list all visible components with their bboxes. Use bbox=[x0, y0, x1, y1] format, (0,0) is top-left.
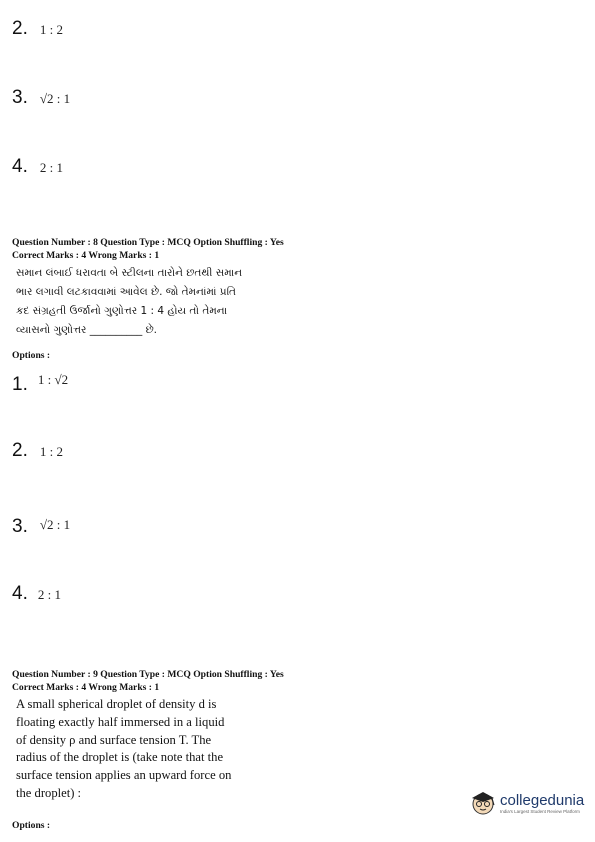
prev-option-3[interactable] bbox=[12, 87, 70, 109]
q8-header bbox=[12, 236, 284, 262]
option-value: 2 : 1 bbox=[39, 160, 63, 175]
q9-text-line: surface tension applies an upward force on bbox=[16, 768, 232, 783]
q9-header bbox=[12, 668, 284, 694]
q8-text-line: કદ સંગ્રહતી ઉર્જાનો ગુણોત્તર 1 : 4 હોય તો તેમના bbox=[16, 305, 228, 317]
q9-text-line: A small spherical droplet of density d is bbox=[16, 697, 217, 711]
q8-option-1[interactable] bbox=[12, 368, 69, 395]
option-number: 1. bbox=[12, 374, 28, 395]
option-number: 4. bbox=[12, 156, 28, 177]
mascot-icon bbox=[468, 788, 498, 818]
q9-text-line: of density ρ and surface tension T. The bbox=[16, 732, 212, 747]
option-value: √2 : 1 bbox=[39, 517, 71, 532]
q8-text-line: ભાર લગાવી લટકાવવામાં આવેલ છે. જો તેમનાંમાં પ્રતિ bbox=[16, 286, 236, 298]
option-number: 2. bbox=[12, 440, 28, 461]
q9-header-line1: Question Number : 9 Question Type : MCQ Option Shuffling : Yes bbox=[12, 669, 284, 680]
logo-wordmark bbox=[500, 793, 584, 808]
q8-text-line: સમાન લંબાઈ ધરાવતા બે સ્ટીલના તારોને છતથી સમાન bbox=[16, 267, 243, 279]
option-number: 3. bbox=[12, 87, 28, 108]
q9-text-line: floating exactly half immersed in a liquid bbox=[16, 714, 225, 729]
q9-options-label: Options : bbox=[12, 820, 51, 831]
q8-option-3[interactable] bbox=[12, 513, 70, 535]
q9-text-line: radius of the droplet is (take note that the bbox=[16, 750, 224, 765]
option-number: 2. bbox=[12, 18, 28, 39]
q9-question-text bbox=[16, 696, 266, 803]
option-value: 2 : 1 bbox=[37, 587, 61, 602]
option-number: 3. bbox=[12, 516, 28, 537]
prev-option-2[interactable] bbox=[12, 18, 63, 40]
collegedunia-logo bbox=[468, 788, 584, 818]
q9-text-line: the droplet) : bbox=[16, 785, 82, 800]
logo-name-main: collegedunia bbox=[500, 791, 585, 809]
option-value: 1 : √2 bbox=[37, 372, 69, 387]
option-value: √2 : 1 bbox=[39, 91, 71, 106]
q9-header-line2: Correct Marks : 4 Wrong Marks : 1 bbox=[12, 682, 160, 693]
q8-question-text bbox=[16, 264, 266, 340]
q8-options-label: Options : bbox=[12, 350, 51, 361]
q8-header-line2: Correct Marks : 4 Wrong Marks : 1 bbox=[12, 250, 160, 261]
prev-option-4[interactable] bbox=[12, 156, 63, 178]
q8-header-line1: Question Number : 8 Question Type : MCQ Option Shuffling : Yes bbox=[12, 237, 284, 248]
logo-tagline: India's Largest Student Review Platform bbox=[500, 808, 580, 814]
q8-option-2[interactable] bbox=[12, 440, 63, 462]
option-value: 1 : 2 bbox=[39, 22, 63, 37]
q8-text-line: વ્યાસનો ગુણોત્તર __________ છે. bbox=[16, 324, 158, 336]
q8-option-4[interactable] bbox=[12, 583, 61, 605]
option-number: 4. bbox=[12, 583, 28, 604]
option-value: 1 : 2 bbox=[39, 444, 63, 459]
